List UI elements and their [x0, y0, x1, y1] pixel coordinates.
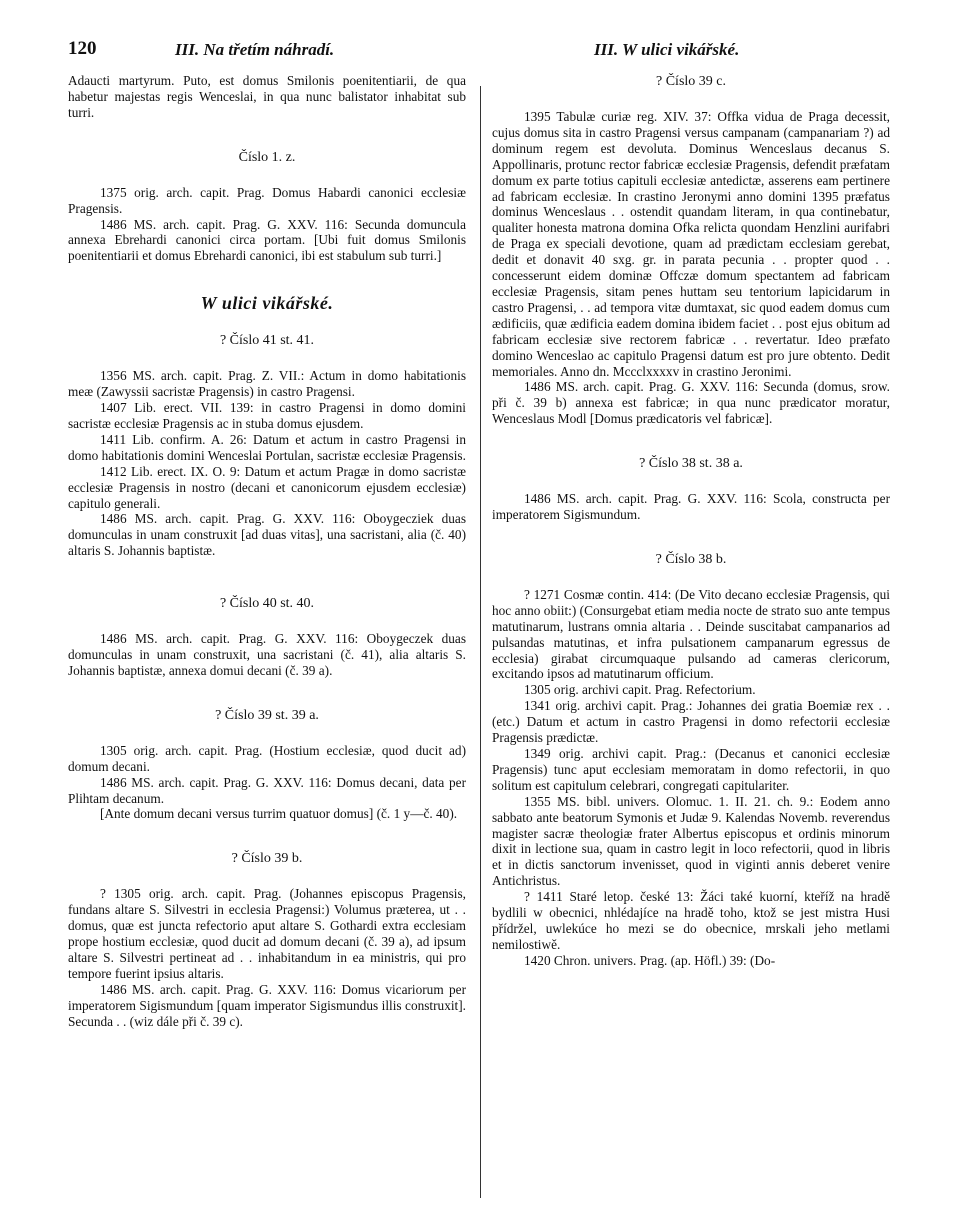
entry-paragraph: 1411 Lib. confirm. A. 26: Datum et actum in castro Pragensi in domo habitationis domini Wenceslai Portulan, sacristæ ecclesiæ Pragensis.: [68, 431, 466, 463]
section-heading: ? Číslo 39 b.: [231, 851, 303, 867]
page-number: 120: [68, 38, 97, 59]
section-heading: ? Číslo 41 st. 41.: [219, 333, 315, 349]
section-heading: ? Číslo 39 c.: [656, 74, 726, 89]
entry-paragraph: 1412 Lib. erect. IX. O. 9: Datum et actum Pragæ in domo sacristæ ecclesiæ Pragensis in nostro (decani et canonicorum ejusdem ecclesiæ) capitulo generali.: [68, 463, 466, 511]
column-divider: [480, 86, 481, 1198]
entry-paragraph: 1486 MS. arch. capit. Prag. G. XXV. 116: Secunda domuncula annexa Ebrehardi canonici circa portam. [Ubi fuit domus Smilonis poenitentiarii et domus Ebrehardi canonici, ibi est stabulum sub turri.]: [68, 216, 466, 264]
entry-paragraph: 1486 MS. arch. capit. Prag. G. XXV. 116: Domus decani, data per Plihtam decanum.: [68, 774, 466, 806]
running-header-left: III. Na třetím náhradí.: [175, 40, 335, 59]
entry-paragraph: 1375 orig. arch. capit. Prag. Domus Habardi canonici ecclesiæ Pragensis.: [68, 184, 466, 216]
entry-paragraph: 1395 Tabulæ curiæ reg. XIV. 37: Offka vidua de Praga decessit, cujus domus sita in castro Pragensi versus campanam (campanariam ?) ad dominum regem est devoluta. Dominus Wenceslaus decanus S. Appollinaris, protunc rector fabricæ ecclesiæ Pragensis, defendit præfatam domum ex parte totius capituli ecclesiæ antedictæ, asserens eam pertinere ad fabricam ecclesiæ. In crastino Jeronymi anno domini 1395 præfatus dominus Wenceslaus . . ostendit quandam literam, in qua continebatur, qualiter honesta matrona domina Ofka relicta quondam Henzlini aurifabri de Praga ex speciali devotione, quam ad prædictam ecclesiam gerebat, dedit et donavit 40 sxg. gr. in parata pecunia . . propter quod . . concesserunt eidem dominæ Offczæ domum spectantem ad fabricam ecclesiæ Pragensis, sitam penes huttam seu tentorium lapicidarum in castro Pragensi, . . ad tempora vitæ dumtaxat, sic quod eadem domus cum ædificiis, quæ ædificia eadem domina ibidem faciet . . post ejus obitum ad fabricam ecclesiæ sive rectorem fabricæ . . revertatur. Ideo præfato domino Wenceslao ac capitulo Pragensi datum est pro jure obtento. Dedit memoriales. Anno dn. Mccclxxxxv in crastino Jeronimi.: [492, 109, 890, 379]
left-column: [68, 73, 466, 1030]
section-heading: ? Číslo 39 st. 39 a.: [215, 707, 319, 723]
entry-paragraph: 1356 MS. arch. capit. Prag. Z. VII.: Actum in domo habitationis meæ (Zawyssii sacristæ Pragensis) in castro Pragensi.: [68, 368, 466, 400]
entry-paragraph: 1355 MS. bibl. univers. Olomuc. 1. II. 21. ch. 9.: Eodem anno sabbato ante beatorum Symonis et Judæ 9. Kalendas Novemb. reverendus magister sacræ theologiæ frater Albertus episcopus et ordinis minorum dixit in lectione sua, quam in castro legit in loco refectorii, quod in libris et in dictis sanctorum invenisset, quod in viginti annis deberet venire Antichristus.: [492, 793, 890, 889]
entry-paragraph: 1486 MS. arch. capit. Prag. G. XXV. 116: Scola, constructa per imperatorem Sigismundum.: [492, 491, 890, 523]
street-heading: W ulici vikářské.: [200, 293, 334, 314]
entry-paragraph: 1486 MS. arch. capit. Prag. G. XXV. 116: Oboygecziek duas domunculas in unam construxit [ad duas vitas], una sacristani, alia (č. 40) altaris S. Johannis baptistæ.: [68, 511, 466, 559]
entry-paragraph: ? 1411 Staré letop. české 13: Žáci také kuorní, kteříž na hradě bydlili w obecnici, nhlédajíce na hradě toho, ktož se jest mistra Husi přídržel, uwlekúce ho mezi se do obecnice, mrskali jeho metlami nemilostiwě.: [492, 889, 890, 952]
entry-paragraph: 1486 MS. arch. capit. Prag. G. XXV. 116: Oboygeczek duas domunculas in unam construxit, una sacristani (č. 41), alia altaris S. Johannis baptistæ, annexa domui decani (č. 39 a).: [68, 631, 466, 678]
section-heading: ? Číslo 38 b.: [655, 551, 727, 567]
entry-paragraph: 1349 orig. archivi capit. Prag.: (Decanus et canonici ecclesiæ Pragensis) tunc aput ecclesiam memoratam in domo refectorii, in quo solitum est capitulum celebrari, congregati capitulariter.: [492, 746, 890, 793]
entry-paragraph: 1305 orig. archivi capit. Prag. Refectorium.: [524, 682, 756, 698]
entry-paragraph: 1420 Chron. univers. Prag. (ap. Höfl.) 39: (Do-: [524, 952, 776, 968]
entry-paragraph: 1486 MS. arch. capit. Prag. G. XXV. 116: Secunda (domus, srow. při č. 39 b) annexa est fabricæ; in qua nunc prædicator moratur, Wenceslaus Modl [Domus prædicatoris vel fabricæ].: [492, 379, 890, 427]
entry-paragraph: ? 1305 orig. arch. capit. Prag. (Johannes episcopus Pragensis, fundans altare S. Silvestri in ecclesia Pragensi:) Volumus præterea, ut . . domus, quæ est juncta refectorio aput altare S. Gothardi extra ecclesiam prope hostium ecclesiæ, quod ducit ad domum decani (č. 39 a), ad ipsum altare S. Silvestri pertineat ad . . inhabitandum in ea ministris, qui pro tempore fuerint ipsius altaris.: [68, 886, 466, 981]
section-heading: Číslo 1. z.: [238, 149, 296, 165]
entry-paragraph: ? 1271 Cosmæ contin. 414: (De Vito decano ecclesiæ Pragensis, qui hoc anno obiit:) (Consurgebat etiam media nocte de strato suo ante tempus matutinarum, lustrans omnia altaria . . Deinde suscitabat campanarios ad pulsandas matutinas, et infra pulsationem campanarum egressus de ecclesia) girabat circumquaque pulsando ad cameras clericorum, excitando ipsos ad matutinarum officium.: [492, 586, 890, 682]
section-heading: ? Číslo 40 st. 40.: [219, 596, 315, 612]
intro-paragraph: Adaucti martyrum. Puto, est domus Smilonis poenitentiarii, de qua habetur majestas regis Wenceslai, in qua nunc balistator inhabitat sub turri.: [68, 73, 466, 120]
running-header-right: III. W ulici vikářské.: [594, 40, 740, 59]
entry-paragraph: 1486 MS. arch. capit. Prag. G. XXV. 116: Domus vicariorum per imperatorem Sigismundum [quam imperator Sigismundus illis construxit]. Secunda . . (wiz dále při č. 39 c).: [68, 981, 466, 1029]
entry-paragraph: [Ante domum decani versus turrim quatuor domus] (č. 1 y—č. 40).: [100, 806, 458, 822]
section-heading: ? Číslo 38 st. 38 a.: [639, 456, 743, 472]
entry-paragraph: 1341 orig. archivi capit. Prag.: Johannes dei gratia Boemiæ rex . . (etc.) Datum et actum in castro Pragensi in domo refectorii ecclesiæ Pragensis prædictæ.: [492, 698, 890, 746]
entry-paragraph: 1407 Lib. erect. VII. 139: in castro Pragensi in domo domini sacristæ ecclesiæ Pragensis ac in stuba domus ejusdem.: [68, 400, 466, 431]
entry-paragraph: 1305 orig. arch. capit. Prag. (Hostium ecclesiæ, quod ducit ad) domum decani.: [68, 742, 466, 774]
right-column: [492, 73, 890, 969]
